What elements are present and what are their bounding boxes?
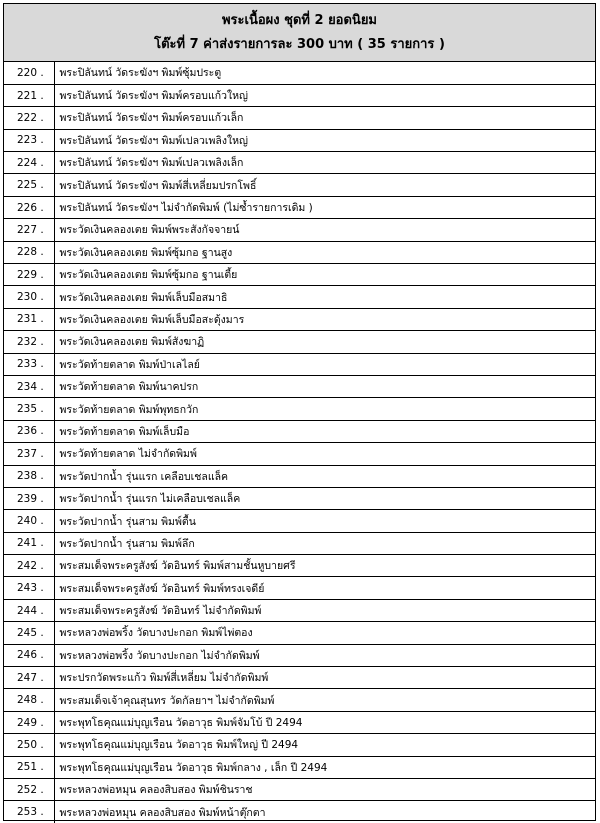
table-row (4, 622, 595, 644)
item-description: พระปิลันทน์ วัดระฆังฯ พิมพ์ครอบแก้วเล็ก (54, 107, 595, 129)
table-row (4, 219, 595, 241)
item-number: 229 . (4, 264, 54, 286)
item-description: พระสมเด็จพระครูสังฆ์ วัดอินทร์ พิมพ์สามชั้นหูบายศรี (54, 555, 595, 577)
item-description: พระวัดท้ายตลาด พิมพ์นาคปรก (54, 375, 595, 397)
item-number: 237 . (4, 443, 54, 465)
item-number: 224 . (4, 152, 54, 174)
table-row (4, 644, 595, 666)
table-row (4, 129, 595, 151)
table-row (4, 331, 595, 353)
item-description: พระวัดปากน้ำ รุ่นสาม พิมพ์ลึก (54, 532, 595, 554)
item-description: พระวัดปากน้ำ รุ่นแรก ไม่เคลือบเชลแล็ค (54, 487, 595, 509)
item-number: 249 . (4, 711, 54, 733)
item-number: 246 . (4, 644, 54, 666)
item-number: 220 . (4, 62, 54, 84)
table-row (4, 779, 595, 801)
item-number: 231 . (4, 308, 54, 330)
table-row (4, 241, 595, 263)
table-row (4, 84, 595, 106)
table-row (4, 375, 595, 397)
item-description: พระหลวงพ่อหมุน คลองสิบสอง พิมพ์หน้าตุ๊กตา (59, 806, 266, 819)
item-description: พระวัดท้ายตลาด พิมพ์พุทธกวัก (54, 398, 595, 420)
table-row (4, 353, 595, 375)
table-row (4, 443, 595, 465)
item-number: 221 . (4, 84, 54, 106)
item-number: 235 . (4, 398, 54, 420)
table-row (4, 532, 595, 554)
table-row (4, 555, 595, 577)
table-row (4, 420, 595, 442)
item-description: พระวัดท้ายตลาด พิมพ์เล็บมือ (54, 420, 595, 442)
item-number: 238 . (4, 465, 54, 487)
item-description: พระสมเด็จเจ้าคุณสุนทร วัดกัลยาฯ ไม่จำกัดพิมพ์ (54, 689, 595, 711)
item-description: พระพุทโธคุณแม่บุญเรือน วัดอาวุธ พิมพ์ใหญ่ ปี 2494 (54, 734, 595, 756)
item-number: 230 . (4, 286, 54, 308)
listing-title: พระเนื้อผง ชุดที่ 2 ยอดนิยม (221, 12, 378, 28)
item-number: 239 . (4, 487, 54, 509)
item-number: 227 . (4, 219, 54, 241)
item-description: พระปิลันทน์ วัดระฆังฯ พิมพ์เปลวเพลิงเล็ก (54, 152, 595, 174)
item-number: 228 . (4, 241, 54, 263)
items-table (4, 62, 595, 823)
item-number: 251 . (4, 756, 54, 778)
table-row (4, 801, 595, 823)
item-description: พระวัดเงินคลองเตย พิมพ์เล็บมือสะดุ้งมาร (54, 308, 595, 330)
item-number: 226 . (4, 196, 54, 218)
item-number: 232 . (4, 331, 54, 353)
table-row (4, 734, 595, 756)
table-row (4, 711, 595, 733)
item-description: พระปรกวัดพระแก้ว พิมพ์สี่เหลี่ยม ไม่จำกัดพิมพ์ (54, 667, 595, 689)
table-row (4, 689, 595, 711)
table-row (4, 196, 595, 218)
item-number: 243 . (4, 577, 54, 599)
item-description: พระวัดเงินคลองเตย พิมพ์ซุ้มกอ ฐานสูง (54, 241, 595, 263)
item-number: 248 . (4, 689, 54, 711)
table-row (4, 308, 595, 330)
table-row (4, 487, 595, 509)
item-number: 250 . (4, 734, 54, 756)
table-row (4, 667, 595, 689)
item-number: 253 . (4, 801, 54, 823)
item-description: พระวัดท้ายตลาด พิมพ์ป่าเลไลย์ (54, 353, 595, 375)
item-description: พระปิลันทน์ วัดระฆังฯ ไม่จำกัดพิมพ์ (ไม่ซ้ำรายการเดิม ) (54, 196, 595, 218)
item-number: 240 . (4, 510, 54, 532)
item-number: 223 . (4, 129, 54, 151)
listing-header (4, 4, 595, 62)
item-description: พระวัดเงินคลองเตย พิมพ์ซุ้มกอ ฐานเตี้ย (54, 264, 595, 286)
item-description: พระปิลันทน์ วัดระฆังฯ พิมพ์เปลวเพลิงใหญ่ (54, 129, 595, 151)
item-number: 222 . (4, 107, 54, 129)
item-description: พระวัดท้ายตลาด ไม่จำกัดพิมพ์ (54, 443, 595, 465)
table-row (4, 152, 595, 174)
item-description: พระวัดเงินคลองเตย พิมพ์สังฆาฏิ (54, 331, 595, 353)
item-description: พระวัดปากน้ำ รุ่นแรก เคลือบเชลแล็ค (54, 465, 595, 487)
item-description: พระหลวงพ่อหมุน คลองสิบสอง พิมพ์ชินราช (54, 779, 595, 801)
table-row (4, 599, 595, 621)
table-row (4, 107, 595, 129)
item-description: พระปิลันทน์ วัดระฆังฯ พิมพ์ซุ้มประตู (54, 62, 595, 84)
item-description: พระวัดปากน้ำ รุ่นสาม พิมพ์ตื้น (54, 510, 595, 532)
item-description: พระปิลันทน์ วัดระฆังฯ พิมพ์สี่เหลี่ยมปรกโพธิ์ (54, 174, 595, 196)
item-description: พระสมเด็จพระครูสังฆ์ วัดอินทร์ ไม่จำกัดพิมพ์ (54, 599, 595, 621)
item-number: 236 . (4, 420, 54, 442)
item-number: 241 . (4, 532, 54, 554)
item-description: พระหลวงพ่อพริ้ง วัดบางปะกอก ไม่จำกัดพิมพ์ (54, 644, 595, 666)
item-number: 233 . (4, 353, 54, 375)
item-number: 244 . (4, 599, 54, 621)
table-row (4, 577, 595, 599)
item-number: 252 . (4, 779, 54, 801)
table-row (4, 174, 595, 196)
table-row (4, 756, 595, 778)
item-number: 242 . (4, 555, 54, 577)
table-row (4, 465, 595, 487)
item-description: พระวัดเงินคลองเตย พิมพ์พระสังกัจจายน์ (54, 219, 595, 241)
item-description: พระพุทโธคุณแม่บุญเรือน วัดอาวุธ พิมพ์กลาง , เล็ก ปี 2494 (54, 756, 595, 778)
table-row (4, 510, 595, 532)
table-row (4, 62, 595, 84)
item-number: 247 . (4, 667, 54, 689)
item-description: พระวัดเงินคลองเตย พิมพ์เล็บมือสมาธิ (54, 286, 595, 308)
item-number: 234 . (4, 375, 54, 397)
table-row (4, 398, 595, 420)
item-number: 225 . (4, 174, 54, 196)
item-description: พระหลวงพ่อพริ้ง วัดบางปะกอก พิมพ์ไพ่ตอง (54, 622, 595, 644)
item-number: 245 . (4, 622, 54, 644)
listing-subtitle: โต๊ะที่ 7 ค่าส่งรายการละ 300 บาท ( 35 รายการ ) (154, 36, 445, 52)
table-row (4, 264, 595, 286)
listing-sheet (3, 3, 596, 821)
item-description: พระพุทโธคุณแม่บุญเรือน วัดอาวุธ พิมพ์จัมโบ้ ปี 2494 (54, 711, 595, 733)
table-row (4, 286, 595, 308)
item-description: พระปิลันทน์ วัดระฆังฯ พิมพ์ครอบแก้วใหญ่ (54, 84, 595, 106)
item-description: พระสมเด็จพระครูสังฆ์ วัดอินทร์ พิมพ์ทรงเจดีย์ (54, 577, 595, 599)
